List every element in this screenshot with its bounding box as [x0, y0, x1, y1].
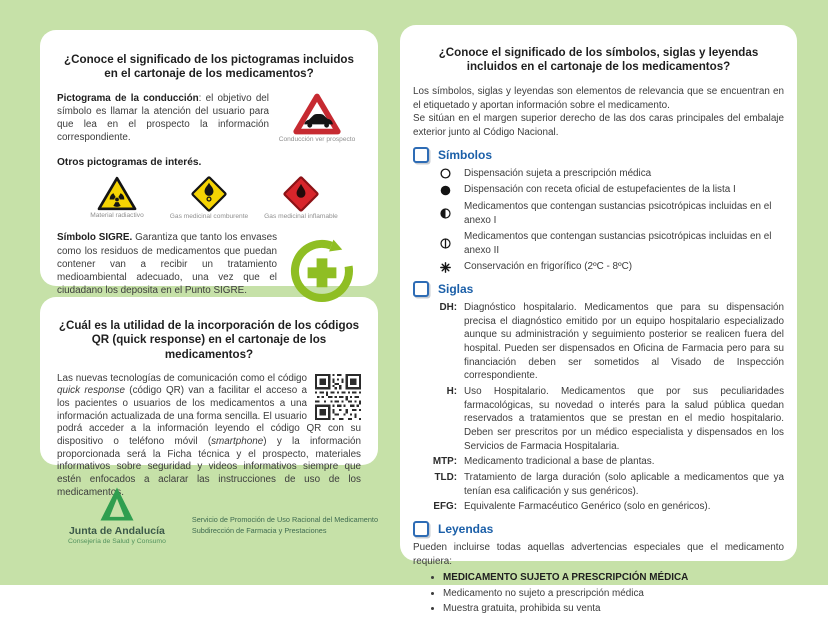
sigre-figure	[283, 235, 361, 307]
sigre-recycle-cross-icon	[286, 235, 358, 307]
siglas-heading: Siglas	[438, 282, 474, 297]
symbol-item-text: Medicamentos que contengan sustancias psicotrópicas incluidas en el anexo II	[464, 231, 772, 256]
qr-body-seg3: (código QR) van a facilitar el acceso a los pacientes o usuarios de los medicamentos a una información actualizada de una forma sencilla. El usuario podrá acceder a la información leyendo el código QR con su dispositivo o teléfono móvil (	[57, 385, 361, 448]
service-line-1: Servicio de Promoción de Uso Racional del Medicamento	[191, 515, 379, 525]
siglas-section-header	[413, 281, 784, 297]
driving-pictogram-lead: Pictograma de la conducción	[57, 93, 199, 105]
driving-pictogram-figure	[273, 92, 361, 144]
symbol-item-text: Medicamentos que contengan sustancias psicotrópicas incluidas en el anexo I	[464, 200, 772, 226]
qr-card-title: ¿Cuál es la utilidad de la incorporación de los códigos QR (quick response) en el cartonaje de los medicamentos?	[58, 318, 360, 362]
circle-vertical-bar-icon	[440, 238, 451, 249]
circle-outline-icon	[440, 168, 451, 179]
other-pictograms-heading: Otros pictogramas de interés.	[57, 156, 202, 168]
symbol-item-text: Dispensación sujeta a prescripción médica	[464, 167, 652, 179]
qr-body-seg5: ) y la información proporcionada será la Ficha técnica y el prospecto, materiales informativos sobre seguridad y videos informativos siempre que estén enfocados a aclarar las instrucciones de uso de los medicamentos.	[57, 436, 361, 498]
symbol-item	[440, 167, 784, 181]
radioactive-triangle-icon	[97, 175, 137, 212]
intro-line-1: Los símbolos, siglas y leyendas son elementos de relevancia que se encuentran en el etiquetado y aportan información sobre el medicamento.	[413, 85, 784, 111]
symbol-item	[440, 230, 784, 257]
pictograms-card	[40, 30, 378, 296]
sigla-item	[419, 455, 784, 469]
junta-org-name: Junta de Andalucía	[68, 525, 165, 537]
simbolos-section-header	[413, 147, 784, 163]
leyenda-item	[443, 571, 784, 586]
sigre-lead: Símbolo SIGRE.	[57, 232, 133, 244]
service-text-block	[192, 515, 378, 545]
oxidizing-gas-diamond-icon	[190, 175, 228, 213]
sigla-item	[419, 301, 784, 383]
sigla-definition: Tratamiento de larga duración (solo aplicable a medicamentos que ya tenían esa calificación y sus genéricos).	[464, 472, 784, 497]
left-column	[40, 30, 378, 545]
checkbox-icon	[413, 281, 429, 297]
snowflake-asterisk-icon	[440, 262, 451, 273]
symbols-card-intro	[413, 85, 784, 140]
service-line-2: Subdirección de Farmacia y Prestaciones	[191, 526, 327, 536]
pictogram-radioactive	[71, 175, 163, 221]
symbol-item-text: Dispensación con receta oficial de estupefacientes de la lista I	[464, 184, 736, 196]
symbols-card-title: ¿Conoce el significado de los símbolos, siglas y leyendas incluidos en el cartonaje de los medicamentos?	[438, 45, 759, 74]
sigla-definition: Uso Hospitalario. Medicamentos que por sus peculiaridades farmacológicas, su novedad o interés para la salud pública quedan reservados a tratamientos que se prestan en el medio hospitalario. Deben ser prescritos por un médico especialista y dispensados en los Servicios de Farmacia Hospitalaria.	[464, 386, 784, 452]
sigre-block	[57, 231, 361, 296]
sigla-term: TLD:	[434, 472, 457, 483]
symbol-item	[440, 183, 784, 197]
qr-figure	[315, 374, 361, 420]
sigla-item	[419, 500, 784, 514]
simbolos-list	[440, 167, 784, 275]
symbol-item	[440, 200, 784, 227]
sigla-term: H:	[446, 386, 457, 398]
leyenda-item-text: Muestra gratuita, prohibida su venta	[443, 603, 601, 615]
driving-warning-triangle-icon	[293, 92, 341, 136]
sigla-definition: Medicamento tradicional a base de plantas.	[464, 456, 655, 468]
qr-code-icon	[315, 374, 361, 420]
symbols-card	[400, 25, 797, 615]
leyenda-item	[443, 602, 784, 617]
circle-filled-icon	[440, 185, 451, 196]
checkbox-icon	[413, 147, 429, 163]
driving-pictogram-caption: Conducción ver prospecto	[278, 136, 356, 144]
junta-de-andalucia-logo-icon	[95, 485, 139, 523]
pictogram-flammable-gas-label: Gas medicinal inflamable	[264, 212, 338, 220]
sigla-definition: Diagnóstico hospitalario. Medicamentos que para su dispensación precisa el diagnóstico emitido por un equipo hospitalario especializado aunque su administración y seguimiento posterior se realicen fuera del hospital. Pueden ser dispensados en Oficina de Farmacia pero para su financiación deben ser sometidos al Visado de Inspección correspondiente.	[464, 302, 784, 382]
pictogram-radioactive-label: Material radiactivo	[90, 211, 144, 219]
pictogram-oxidizing-gas	[163, 175, 255, 221]
pictogram-flammable-gas	[255, 175, 347, 221]
qr-body-block	[57, 373, 361, 500]
pictogram-oxidizing-gas-label: Gas medicinal comburente	[169, 212, 249, 220]
symbol-item-text: Conservación en frigorífico (2ºC - 8ºC)	[464, 261, 633, 273]
leyendas-intro: Pueden incluirse todas aquellas advertencias especiales que el medicamento requiera:	[413, 541, 784, 567]
sigre-body: Garantiza que tanto los envases como los residuos de medicamentos que puedan contener van a recibir un tratamiento medioambiental adecuado, una vez que el ciudadano los deposita en el Punto SIGRE.	[57, 232, 278, 296]
qr-card	[40, 297, 378, 498]
intro-line-2: Se sitúan en el margen superior derecho de las dos caras principales del embalaje exterior junto al Código Nacional.	[413, 113, 784, 138]
circle-half-filled-icon	[440, 208, 451, 219]
driving-pictogram-body: : el objetivo del símbolo es llamar la atención del usuario para que lea en el prospecto la información correspondiente.	[57, 93, 269, 144]
leyenda-item	[443, 587, 784, 602]
leyenda-item-text: Medicamento no sujeto a prescripción médica	[443, 587, 644, 599]
leyendas-section-header	[413, 521, 784, 537]
junta-logo-block	[68, 485, 166, 545]
sigla-item	[419, 471, 784, 498]
leyenda-item-text: MEDICAMENTO SUJETO A PRESCRIPCIÓN MÉDICA	[443, 572, 689, 584]
checkbox-icon	[413, 521, 429, 537]
pictograms-card-title: ¿Conoce el significado de los pictogramas incluidos en el cartonaje de los medicamentos?	[64, 52, 354, 81]
siglas-list	[413, 301, 784, 514]
sigla-definition: Equivalente Farmacéutico Genérico (solo en genéricos).	[464, 501, 711, 513]
leyendas-list	[443, 571, 784, 617]
qr-body-seg1: Las nuevas tecnologías de comunicación como el código	[57, 372, 307, 384]
other-pictograms-row	[57, 175, 361, 221]
simbolos-heading: Símbolos	[438, 147, 493, 162]
symbol-item	[440, 260, 784, 274]
sigla-term: EFG:	[433, 501, 457, 513]
leyendas-heading: Leyendas	[438, 521, 494, 536]
qr-body-smartphone: smartphone	[211, 436, 264, 448]
flammable-gas-diamond-icon	[282, 175, 320, 213]
footer	[40, 485, 378, 545]
junta-dept-name: Consejería de Salud y Consumo	[68, 538, 166, 545]
qr-body-quick-response: quick response	[57, 385, 125, 397]
sigla-term: MTP:	[432, 456, 457, 468]
sigla-item	[419, 385, 784, 453]
sigla-term: DH:	[439, 302, 457, 314]
driving-pictogram-block	[57, 92, 361, 144]
